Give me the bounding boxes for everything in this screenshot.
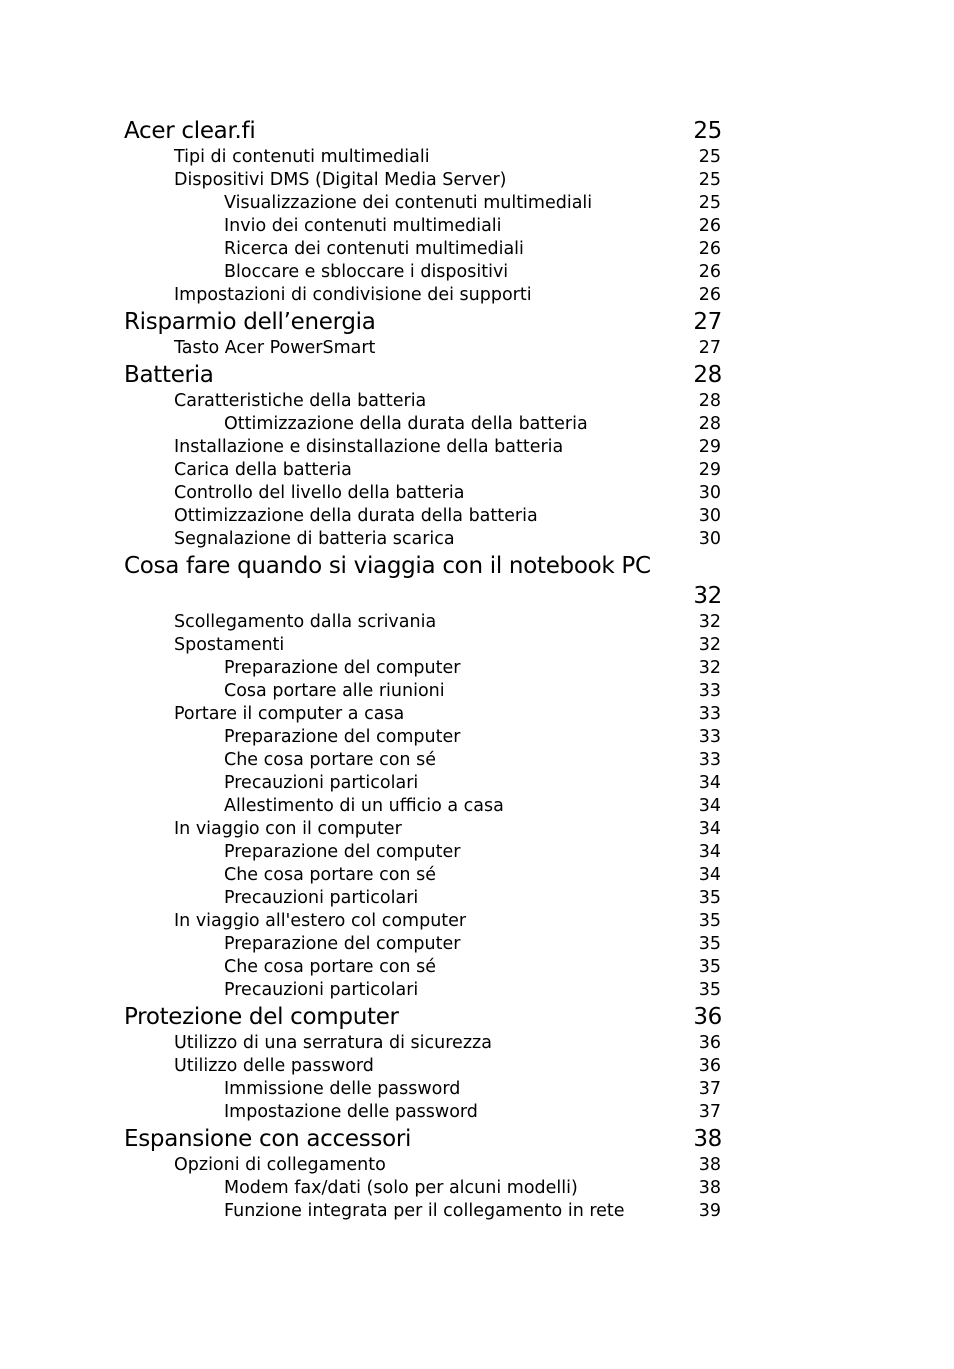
toc-entry[interactable] [124,611,722,634]
toc-entry-title: Portare il computer a casa [174,704,405,724]
toc-entry-page-number: 34 [698,819,721,839]
toc-entry[interactable] [124,979,722,1002]
toc-entry[interactable] [124,146,722,169]
toc-entry[interactable] [124,505,722,528]
toc-entry-page-number: 35 [698,980,721,1000]
toc-entry-title: Scollegamento dalla scrivania [174,612,437,632]
toc-entry-title: Espansione con accessori [124,1126,412,1152]
toc-entry-page-number: 33 [698,681,721,701]
toc-entry-title: Che cosa portare con sé [224,750,436,770]
toc-entry-page-number: 38 [698,1155,721,1175]
toc-entry-title: Utilizzo di una serratura di sicurezza [174,1033,492,1053]
toc-entry-title: Utilizzo delle password [174,1056,374,1076]
toc-entry-title: Allestimento di un ufficio a casa [224,796,504,816]
toc-entry-page-number: 34 [698,865,721,885]
toc-entry-title: Precauzioni particolari [224,888,419,908]
toc-chapter-entry[interactable] [124,1124,722,1154]
toc-entry[interactable] [124,169,722,192]
toc-entry-page-number: 25 [693,118,722,144]
toc-entry[interactable] [124,933,722,956]
toc-entry-title: Opzioni di collegamento [174,1155,386,1175]
toc-entry-title: Impostazioni di condivisione dei supporti [174,285,532,305]
toc-entry[interactable] [124,657,722,680]
toc-entry-title: Funzione integrata per il collegamento in rete [224,1201,625,1221]
toc-entry[interactable] [124,1078,722,1101]
toc-entry[interactable] [124,1177,722,1200]
toc-entry-title: Caratteristiche della batteria [174,391,427,411]
toc-entry-page-number: 25 [698,147,721,167]
toc-entry-page-number: 28 [693,362,722,388]
toc-entry-title: In viaggio all'estero col computer [174,911,467,931]
toc-entry[interactable] [124,215,722,238]
toc-entry-title: Ottimizzazione della durata della batteria [224,414,588,434]
toc-entry-title: Preparazione del computer [224,727,461,747]
toc-entry-title: Installazione e disinstallazione della batteria [174,437,564,457]
toc-entry-page-number: 39 [698,1201,721,1221]
toc-entry-page-number: 28 [698,414,721,434]
toc-entry-page-number: 27 [693,309,722,335]
toc-entry[interactable] [124,703,722,726]
toc-entry-title: In viaggio con il computer [174,819,402,839]
toc-entry[interactable] [124,887,722,910]
toc-entry[interactable] [124,238,722,261]
toc-entry-title: Segnalazione di batteria scarica [174,529,455,549]
toc-entry-page-number: 35 [698,934,721,954]
toc-entry-page-number: 30 [698,506,721,526]
toc-entry[interactable] [124,818,722,841]
toc-entry-title: Carica della batteria [174,460,352,480]
toc-entry[interactable] [124,337,722,360]
toc-entry-page-number: 32 [698,658,721,678]
toc-entry-page-number: 26 [698,285,721,305]
toc-entry-page-number: 30 [698,483,721,503]
toc-entry-title: Ricerca dei contenuti multimediali [224,239,524,259]
toc-entry-page-number: 27 [698,338,721,358]
toc-entry-title: Risparmio dell’energia [124,309,376,335]
toc-entry-page-number: 28 [698,391,721,411]
toc-entry-title: Invio dei contenuti multimediali [224,216,502,236]
toc-entry-page-number: 26 [698,216,721,236]
toc-entry-title: Precauzioni particolari [224,980,419,1000]
toc-entry-page-number: 25 [698,170,721,190]
toc-entry-title: Precauzioni particolari [224,773,419,793]
toc-entry-title: Modem fax/dati (solo per alcuni modelli) [224,1178,578,1198]
toc-entry-title: Cosa portare alle riunioni [224,681,445,701]
toc-entry-title: Dispositivi DMS (Digital Media Server) [174,170,507,190]
toc-entry-page-number: 37 [698,1102,721,1122]
toc-entry-page-number: 32 [698,612,721,632]
toc-entry-page-number: 35 [698,911,721,931]
toc-entry[interactable] [124,482,722,505]
toc-chapter-entry[interactable] [124,551,722,611]
toc-entry-page-number: 37 [698,1079,721,1099]
toc-entry[interactable] [124,261,722,284]
toc-entry-title: Immissione delle password [224,1079,461,1099]
toc-entry-title: Visualizzazione dei contenuti multimediali [224,193,593,213]
toc-entry[interactable] [124,1154,722,1177]
toc-entry[interactable] [124,436,722,459]
toc-entry-page-number: 33 [698,704,721,724]
toc-chapter-entry[interactable] [124,360,722,390]
toc-entry-title: Bloccare e sbloccare i dispositivi [224,262,509,282]
toc-entry-page-number: 34 [698,796,721,816]
toc-entry-title: Acer clear.fi [124,118,256,144]
toc-entry-title: Tipi di contenuti multimediali [174,147,430,167]
toc-chapter-entry[interactable] [124,307,722,337]
toc-entry-title: Impostazione delle password [224,1102,478,1122]
toc-entry-title: Preparazione del computer [224,842,461,862]
toc-entry-page-number: 30 [698,529,721,549]
toc-entry-page-number: 38 [698,1178,721,1198]
toc-entry[interactable] [124,192,722,215]
toc-entry-page-number: 32 [698,635,721,655]
toc-chapter-entry[interactable] [124,116,722,146]
toc-entry-title: Protezione del computer [124,1004,399,1030]
toc-entry[interactable] [124,390,722,413]
toc-entry-page-number: 34 [698,842,721,862]
toc-entry-page-number: 36 [693,1004,722,1030]
toc-entry-title: Preparazione del computer [224,934,461,954]
toc-entry[interactable] [124,749,722,772]
toc-entry-title: Tasto Acer PowerSmart [174,338,376,358]
toc-entry[interactable] [124,841,722,864]
toc-entry-page-number: 25 [698,193,721,213]
toc-entry-title: Che cosa portare con sé [224,957,436,977]
toc-entry[interactable] [124,680,722,703]
toc-entry-page-number: 38 [693,1126,722,1152]
toc-entry-page-number: 33 [698,750,721,770]
toc-entry-page-number: 26 [698,239,721,259]
toc-entry-page-number: 29 [698,437,721,457]
toc-entry[interactable] [124,1032,722,1055]
toc-entry-title: Spostamenti [174,635,285,655]
toc-entry[interactable] [124,284,722,307]
toc-entry-title: Che cosa portare con sé [224,865,436,885]
toc-entry-page-number: 29 [698,460,721,480]
toc-entry[interactable] [124,772,722,795]
toc-entry-page-number: 36 [698,1033,721,1053]
toc-entry[interactable] [124,956,722,979]
toc-entry-title: Cosa fare quando si viaggia con il notebook PC [124,553,651,579]
toc-entry[interactable] [124,910,722,933]
toc-entry-title: Controllo del livello della batteria [174,483,465,503]
toc-entry-page-number: 26 [698,262,721,282]
toc-entry-title: Preparazione del computer [224,658,461,678]
toc-entry-page-number: 32 [693,583,722,609]
toc-entry[interactable] [124,459,722,482]
toc-entry-title: Ottimizzazione della durata della batteria [174,506,538,526]
table-of-contents [124,116,722,1223]
toc-entry-page-number: 35 [698,957,721,977]
toc-entry[interactable] [124,1101,722,1124]
toc-entry[interactable] [124,726,722,749]
toc-entry-page-number: 34 [698,773,721,793]
toc-entry[interactable] [124,528,722,551]
toc-entry-page-number: 33 [698,727,721,747]
toc-entry[interactable] [124,864,722,887]
toc-chapter-entry[interactable] [124,1002,722,1032]
toc-entry[interactable] [124,413,722,436]
toc-entry-page-number: 35 [698,888,721,908]
toc-entry[interactable] [124,795,722,818]
toc-entry[interactable] [124,634,722,657]
toc-entry[interactable] [124,1055,722,1078]
toc-entry-title: Batteria [124,362,214,388]
toc-entry[interactable] [124,1200,722,1223]
toc-entry-page-number: 36 [698,1056,721,1076]
